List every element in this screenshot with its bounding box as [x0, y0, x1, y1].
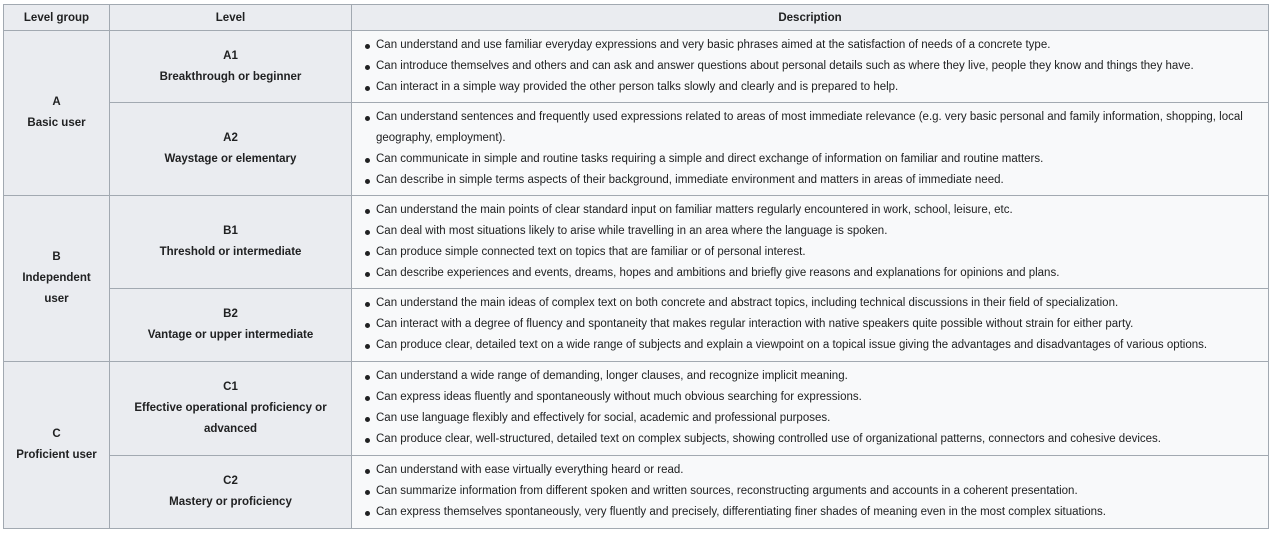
level-cell — [110, 31, 352, 103]
descriptor-item: Can interact in a simple way provided the other person talks slowly and clearly and is prepared to help. — [376, 77, 1260, 98]
level-group-code: B — [52, 251, 61, 263]
level-cell — [110, 196, 352, 289]
descriptor-item: Can introduce themselves and others and can ask and answer questions about personal details such as where they live, people they know and things they have. — [376, 56, 1260, 77]
level-group-cell — [4, 31, 110, 196]
description-cell — [352, 362, 1269, 456]
descriptor-item: Can interact with a degree of fluency and spontaneity that makes regular interaction with native speakers quite possible without strain for either party. — [376, 314, 1260, 335]
table-row — [4, 196, 1269, 289]
descriptor-item: Can produce simple connected text on topics that are familiar or of personal interest. — [376, 242, 1260, 263]
descriptor-list — [360, 460, 1260, 523]
level-name: Vantage or upper intermediate — [147, 329, 314, 341]
descriptor-item: Can deal with most situations likely to arise while travelling in an area where the language is spoken. — [376, 221, 1260, 242]
descriptor-item: Can describe in simple terms aspects of their background, immediate environment and matters in areas of immediate need. — [376, 170, 1260, 191]
description-cell — [352, 289, 1269, 362]
descriptor-item: Can understand the main ideas of complex text on both concrete and abstract topics, including technical discussions in their field of specialization. — [376, 293, 1260, 314]
descriptor-list — [360, 200, 1260, 284]
header-row — [4, 5, 1269, 31]
description-cell — [352, 103, 1269, 196]
descriptor-list — [360, 293, 1260, 356]
level-group-code: A — [52, 96, 61, 108]
descriptor-item: Can understand sentences and frequently used expressions related to areas of most immediate relevance (e.g. very basic personal and family information, shopping, local geography, employment). — [376, 107, 1260, 149]
header-description: Description — [352, 5, 1269, 31]
level-name: Effective operational proficiency or advanced — [134, 402, 327, 435]
descriptor-item: Can produce clear, well-structured, detailed text on complex subjects, showing controlled use of organizational patterns, connectors and cohesive devices. — [376, 429, 1260, 450]
descriptor-item: Can express themselves spontaneously, very fluently and precisely, differentiating finer shades of meaning even in the most complex situations. — [376, 502, 1260, 523]
descriptor-item: Can produce clear, detailed text on a wide range of subjects and explain a viewpoint on a topical issue giving the advantages and disadvantages of various options. — [376, 335, 1260, 356]
cefr-levels-table — [3, 4, 1269, 529]
table-body — [4, 31, 1269, 529]
level-cell — [110, 103, 352, 196]
level-code: B1 — [223, 225, 238, 237]
level-name: Threshold or intermediate — [159, 246, 302, 258]
table-row — [4, 31, 1269, 103]
level-code: A2 — [223, 132, 238, 144]
descriptor-item: Can understand a wide range of demanding, longer clauses, and recognize implicit meaning. — [376, 366, 1260, 387]
description-cell — [352, 31, 1269, 103]
table-row — [4, 362, 1269, 456]
table-row — [4, 103, 1269, 196]
descriptor-item: Can express ideas fluently and spontaneously without much obvious searching for expressions. — [376, 387, 1260, 408]
level-group-name: Proficient user — [16, 449, 97, 461]
descriptor-item: Can summarize information from different spoken and written sources, reconstructing arguments and accounts in a coherent presentation. — [376, 481, 1260, 502]
description-cell — [352, 196, 1269, 289]
level-cell — [110, 456, 352, 529]
level-code: B2 — [223, 308, 238, 320]
level-name: Waystage or elementary — [164, 153, 297, 165]
header-level: Level — [110, 5, 352, 31]
level-name: Breakthrough or beginner — [159, 70, 302, 83]
level-code: A1 — [223, 49, 238, 62]
level-code: C1 — [223, 381, 238, 393]
level-group-cell — [4, 196, 110, 362]
descriptor-item: Can describe experiences and events, dreams, hopes and ambitions and briefly give reasons and explanations for opinions and plans. — [376, 263, 1260, 284]
level-code: C2 — [223, 475, 238, 487]
table-row — [4, 456, 1269, 529]
level-group-name: Independent user — [22, 272, 91, 305]
descriptor-item: Can use language flexibly and effectively for social, academic and professional purposes. — [376, 408, 1260, 429]
descriptor-item: Can communicate in simple and routine tasks requiring a simple and direct exchange of information on familiar and routine matters. — [376, 149, 1260, 170]
descriptor-list — [360, 35, 1260, 98]
descriptor-list — [360, 366, 1260, 450]
level-cell — [110, 289, 352, 362]
descriptor-item: Can understand the main points of clear standard input on familiar matters regularly encountered in work, school, leisure, etc. — [376, 200, 1260, 221]
level-cell — [110, 362, 352, 456]
description-cell — [352, 456, 1269, 529]
header-level-group: Level group — [4, 5, 110, 31]
descriptor-list — [360, 107, 1260, 191]
level-group-code: C — [52, 428, 61, 440]
level-name: Mastery or proficiency — [169, 496, 292, 508]
table-row — [4, 289, 1269, 362]
level-group-name: Basic user — [27, 117, 86, 129]
descriptor-item: Can understand with ease virtually everything heard or read. — [376, 460, 1260, 481]
level-group-cell — [4, 362, 110, 529]
descriptor-item: Can understand and use familiar everyday expressions and very basic phrases aimed at the satisfaction of needs of a concrete type. — [376, 35, 1260, 56]
